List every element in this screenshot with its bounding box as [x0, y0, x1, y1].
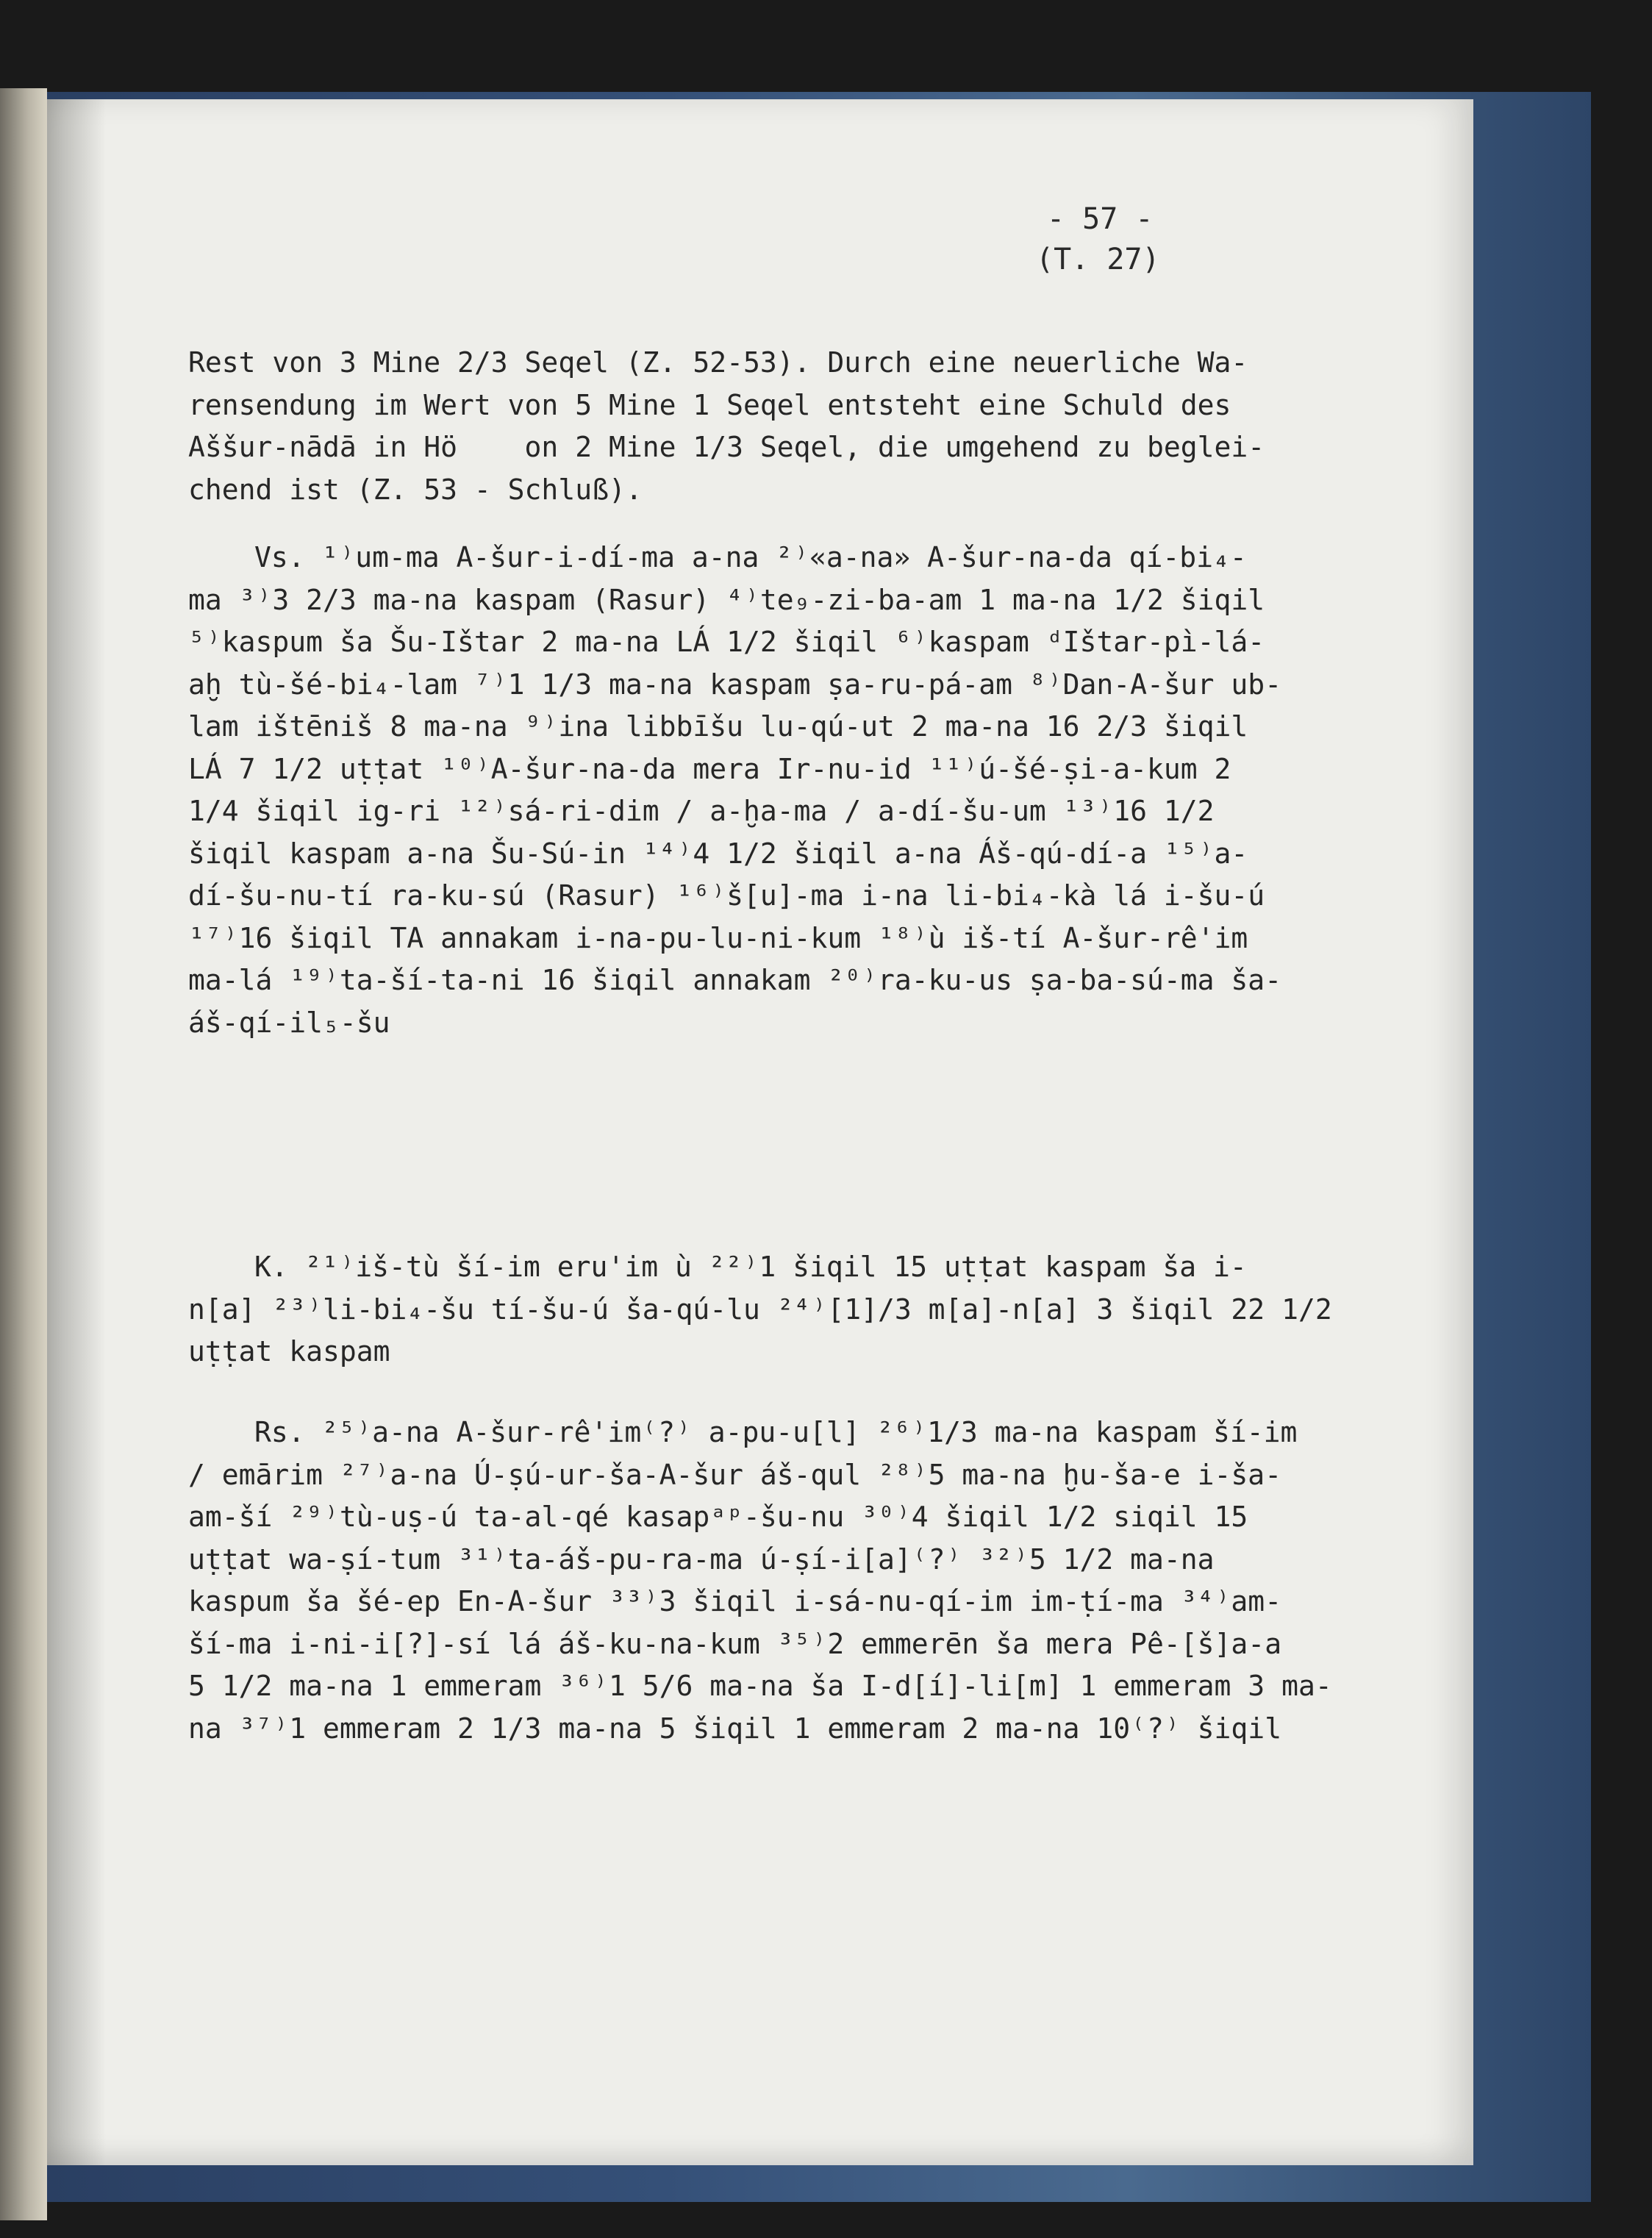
text-line: áš-qí-il₅-šu	[188, 1006, 390, 1039]
text-line: K. ²¹⁾iš-tù ší-im eru'im ù ²²⁾1 šiqil 15 uṭṭat kaspam ša i-	[254, 1251, 1247, 1283]
page-gutter-shadow	[47, 99, 106, 2165]
text-line: Rs. ²⁵⁾a-na A-šur-rê'im⁽?⁾ a-pu-u[l] ²⁶⁾1/3 ma-na kaspam ší-im	[254, 1416, 1298, 1448]
left-page-edge	[0, 88, 47, 2220]
text-line: lam ištēniš 8 ma-na ⁹⁾ina libbīšu lu-qú-ut 2 ma-na 16 2/3 šiqil	[188, 710, 1248, 743]
text-line: aḫ tù-šé-bi₄-lam ⁷⁾1 1/3 ma-na kaspam ṣa-ru-pá-am ⁸⁾Dan-A-šur ub-	[188, 668, 1282, 701]
edge-transliteration	[188, 1246, 1335, 1373]
intro-paragraph	[188, 342, 1335, 511]
text-line: ší-ma i-ni-i[?]-sí lá áš-ku-na-kum ³⁵⁾2 emmerēn ša mera Pê-[š]a-a	[188, 1627, 1282, 1660]
reverse-transliteration	[188, 1412, 1335, 1750]
text-line: Aššur-nādā in Hö on 2 Mine 1/3 Seqel, die umgehend zu beglei-	[188, 431, 1265, 463]
text-line: 5 1/2 ma-na 1 emmeram ³⁶⁾1 5/6 ma-na ša I-d[í]-li[m] 1 emmeram 3 ma-	[188, 1670, 1332, 1702]
text-line: Vs. ¹⁾um-ma A-šur-i-dí-ma a-na ²⁾«a-na» A-šur-na-da qí-bi₄-	[254, 541, 1247, 573]
text-line: ⁵⁾kaspum ša Šu-Ištar 2 ma-na LÁ 1/2 šiqil ⁶⁾kaspam ᵈIštar-pì-lá-	[188, 626, 1265, 658]
text-line: am-ší ²⁹⁾tù-uṣ-ú ta-al-qé kasapᵃᵖ-šu-nu ³⁰⁾4 šiqil 1/2 siqil 15	[188, 1501, 1248, 1533]
obverse-transliteration	[188, 537, 1335, 1044]
text-line: ma-lá ¹⁹⁾ta-ší-ta-ni 16 šiqil annakam ²⁰⁾ra-ku-us ṣa-ba-sú-ma ša-	[188, 964, 1282, 996]
page-number: - 57 -	[1047, 202, 1154, 236]
text-line: Rest von 3 Mine 2/3 Seqel (Z. 52-53). Durch eine neuerliche Wa-	[188, 346, 1248, 379]
text-line: LÁ 7 1/2 uṭṭat ¹⁰⁾A-šur-na-da mera Ir-nu-id ¹¹⁾ú-šé-ṣi-a-kum 2	[188, 752, 1231, 785]
book-page	[47, 99, 1473, 2165]
text-line: uṭṭat wa-ṣí-tum ³¹⁾ta-áš-pu-ra-ma ú-ṣí-i[a]⁽?⁾ ³²⁾5 1/2 ma-na	[188, 1542, 1215, 1576]
text-line: ¹⁷⁾16 šiqil TA annakam i-na-pu-lu-ni-kum ¹⁸⁾ù iš-tí A-šur-rê'im	[188, 921, 1248, 954]
text-line: rensendung im Wert von 5 Mine 1 Seqel entsteht eine Schuld des	[188, 388, 1231, 421]
text-line: dí-šu-nu-tí ra-ku-sú (Rasur) ¹⁶⁾š[u]-ma i-na li-bi₄-kà lá i-šu-ú	[188, 879, 1265, 912]
tablet-reference: (T. 27)	[1036, 243, 1160, 276]
text-line: chend ist (Z. 53 - Schluß).	[188, 473, 643, 506]
text-line: 1/4 šiqil ig-ri ¹²⁾sá-ri-dim / a-ḫa-ma / a-dí-šu-um ¹³⁾16 1/2	[188, 795, 1215, 827]
text-line: ma ³⁾3 2/3 ma-na kaspam (Rasur) ⁴⁾te₉-zi-ba-am 1 ma-na 1/2 šiqil	[188, 583, 1265, 616]
text-line: na ³⁷⁾1 emmeram 2 1/3 ma-na 5 šiqil 1 emmeram 2 ma-na 10⁽?⁾ šiqil	[188, 1712, 1282, 1745]
text-line: uṭṭat kaspam	[188, 1335, 390, 1368]
text-line: n[a] ²³⁾li-bi₄-šu tí-šu-ú ša-qú-lu ²⁴⁾[1]/3 m[a]-n[a] 3 šiqil 22 1/2	[188, 1293, 1332, 1326]
text-line: / emārim ²⁷⁾a-na Ú-ṣú-ur-ša-A-šur áš-qul ²⁸⁾5 ma-na ḫu-ša-e i-ša-	[188, 1458, 1282, 1491]
text-line: šiqil kaspam a-na Šu-Sú-in ¹⁴⁾4 1/2 šiqil a-na Áš-qú-dí-a ¹⁵⁾a-	[188, 837, 1248, 870]
text-line: kaspum ša šé-ep En-A-šur ³³⁾3 šiqil i-sá-nu-qí-im im-ṭí-ma ³⁴⁾am-	[188, 1585, 1282, 1617]
